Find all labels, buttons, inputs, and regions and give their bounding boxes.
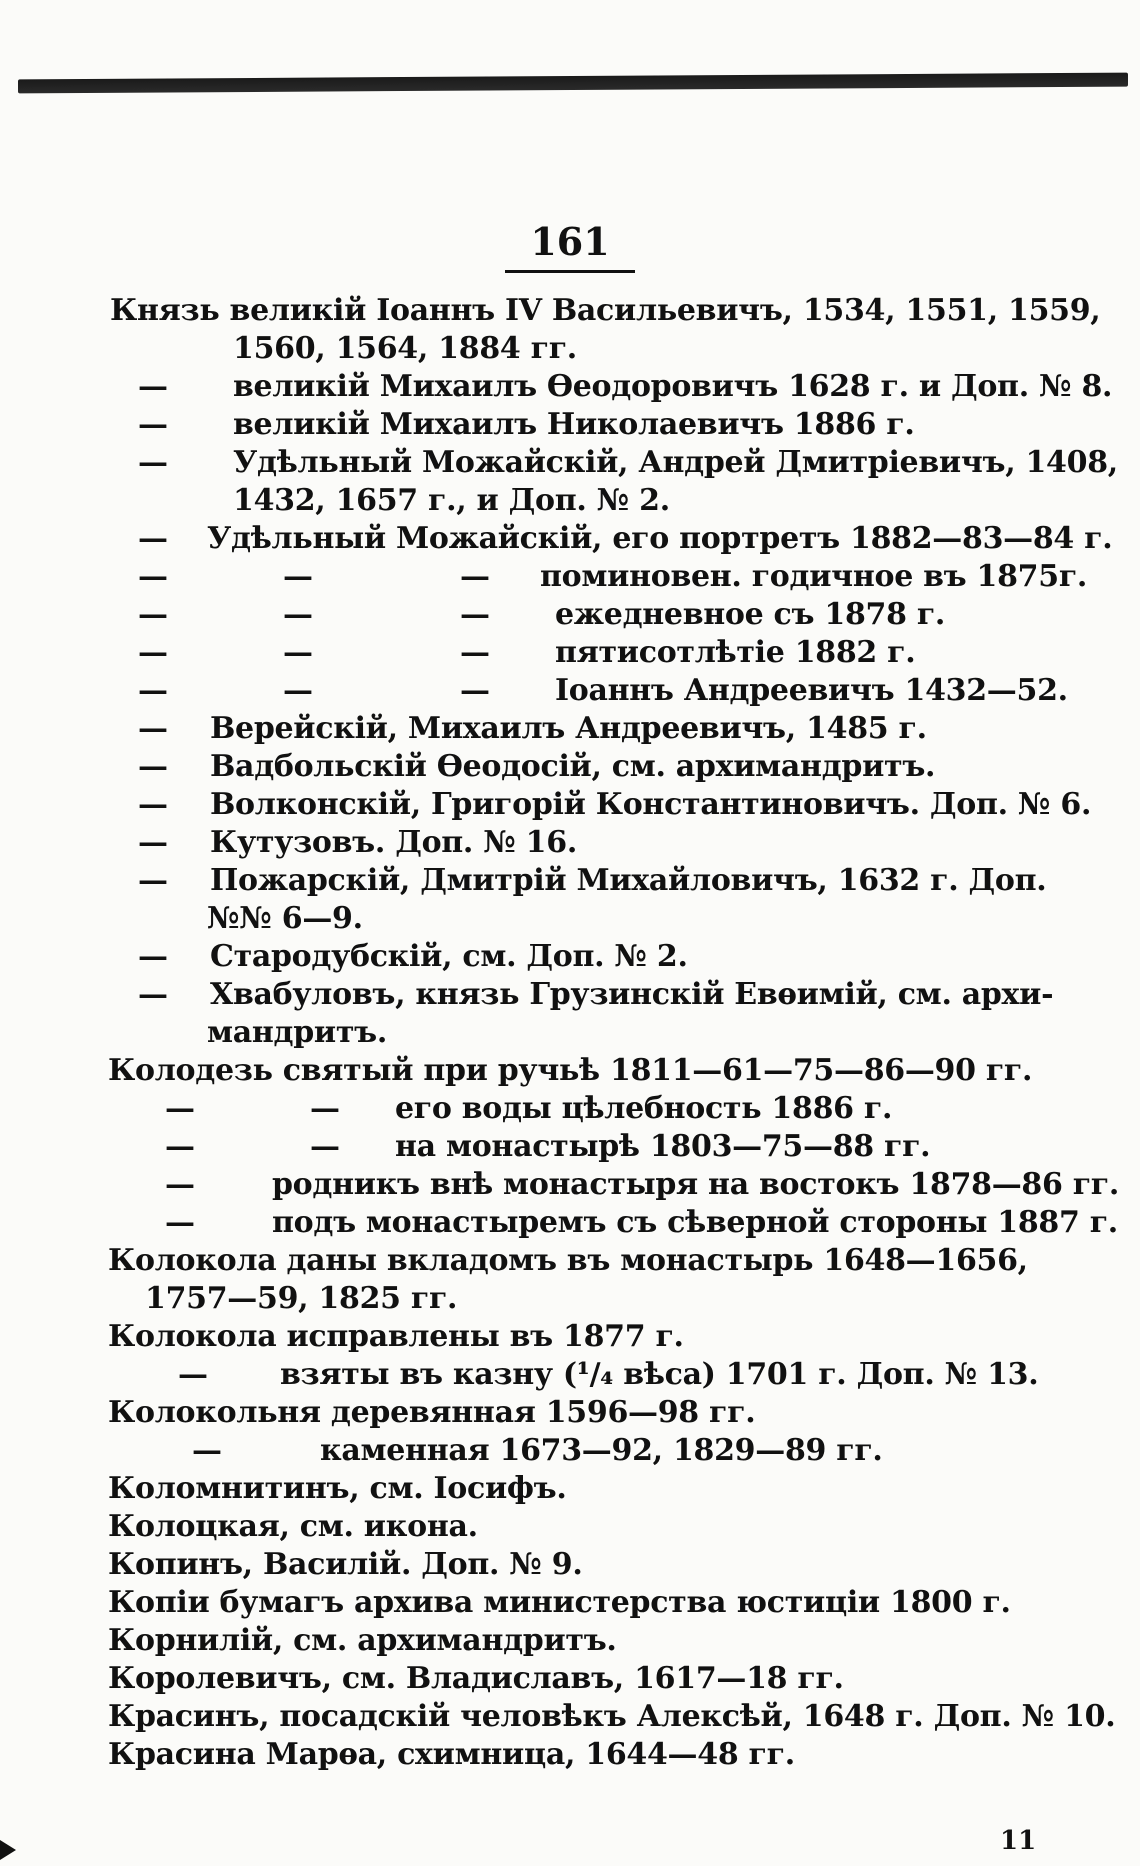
entry-text: каменная 1673—92, 1829—89 гг. <box>320 1433 883 1468</box>
entry-text: ежедневное съ 1878 г. <box>555 597 946 632</box>
entry-text: поминовен. годичное въ 1875г. <box>540 559 1088 594</box>
index-line <box>0 1622 1140 1660</box>
entry-text: подъ монастыремъ съ сѣверной стороны 1887 г. <box>272 1205 1118 1240</box>
ditto-dash: — <box>310 1129 340 1164</box>
entry-text: Хвабуловъ, князь Грузинскій Евѳимій, см. архи- <box>210 977 1054 1012</box>
ditto-dash: — <box>460 597 490 632</box>
index-line <box>0 1508 1140 1546</box>
entry-text: пятисотлѣтіе 1882 г. <box>555 635 916 670</box>
entry-text: Волконскій, Григорій Константиновичъ. Доп. № 6. <box>210 787 1092 822</box>
index-line <box>0 1242 1140 1280</box>
ditto-dash: — <box>138 711 168 746</box>
index-line <box>0 748 1140 786</box>
index-line <box>0 672 1140 710</box>
index-line <box>0 1356 1140 1394</box>
index-line <box>0 1052 1140 1090</box>
index-line <box>0 710 1140 748</box>
entry-text: Колодезь святый при ручьѣ 1811—61—75—86—90 гг. <box>108 1053 1033 1088</box>
index-line <box>0 292 1140 330</box>
entry-text: Красина Марѳа, схимница, 1644—48 гг. <box>108 1737 795 1772</box>
ditto-dash: — <box>283 673 313 708</box>
ditto-dash: — <box>460 559 490 594</box>
index-line <box>0 976 1140 1014</box>
index-line <box>0 824 1140 862</box>
index-line <box>0 1166 1140 1204</box>
entry-text: Корнилій, см. архимандритъ. <box>108 1623 617 1658</box>
index-line <box>0 520 1140 558</box>
index-line <box>0 1204 1140 1242</box>
index-line <box>0 482 1140 520</box>
entry-text: великій Михаилъ Николаевичъ 1886 г. <box>233 407 915 442</box>
index-line <box>0 406 1140 444</box>
entry-text: Вадбольскій Ѳеодосій, см. архимандритъ. <box>210 749 936 784</box>
index-line <box>0 1546 1140 1584</box>
entry-text: Верейскій, Михаилъ Андреевичъ, 1485 г. <box>210 711 927 746</box>
index-line <box>0 1090 1140 1128</box>
entry-text: взяты въ казну (¹/₄ вѣса) 1701 г. Доп. № 13. <box>280 1357 1039 1392</box>
ditto-dash: — <box>138 673 168 708</box>
ditto-dash: — <box>138 977 168 1012</box>
index-line <box>0 1660 1140 1698</box>
ditto-dash: — <box>165 1091 195 1126</box>
ditto-dash: — <box>165 1205 195 1240</box>
entry-text: Князь великій Іоаннъ IV Васильевичъ, 1534, 1551, 1559, <box>110 293 1101 328</box>
entry-text: Стародубскій, см. Доп. № 2. <box>210 939 688 974</box>
ditto-dash: — <box>283 559 313 594</box>
index-line <box>0 1014 1140 1052</box>
ditto-dash: — <box>138 369 168 404</box>
index-line <box>0 900 1140 938</box>
entry-text: Красинъ, посадскій человѣкъ Алексѣй, 1648 г. Доп. № 10. <box>108 1699 1116 1734</box>
index-line <box>0 596 1140 634</box>
index-line <box>0 1280 1140 1318</box>
ditto-dash: — <box>138 597 168 632</box>
ditto-dash: — <box>192 1433 222 1468</box>
ditto-dash: — <box>138 445 168 480</box>
ditto-dash: — <box>283 597 313 632</box>
ditto-dash: — <box>138 787 168 822</box>
entry-text: Кутузовъ. Доп. № 16. <box>210 825 577 860</box>
entry-text: №№ 6—9. <box>207 901 363 936</box>
index-line <box>0 444 1140 482</box>
entry-text: Іоаннъ Андреевичъ 1432—52. <box>555 673 1068 708</box>
index-line <box>0 786 1140 824</box>
entry-text: Копинъ, Василій. Доп. № 9. <box>108 1547 583 1582</box>
entry-text: Удѣльный Можайскій, Андрей Дмитріевичъ, 1408, <box>233 445 1118 480</box>
index-line <box>0 1470 1140 1508</box>
ditto-dash: — <box>178 1357 208 1392</box>
index-line <box>0 330 1140 368</box>
ditto-dash: — <box>283 635 313 670</box>
signature-mark: 11 <box>1000 1826 1037 1856</box>
index-line <box>0 1318 1140 1356</box>
index-line <box>0 1584 1140 1622</box>
ditto-dash: — <box>165 1167 195 1202</box>
index-line <box>0 558 1140 596</box>
corner-arrow-mark <box>0 1840 16 1860</box>
entry-text: Колокольня деревянная 1596—98 гг. <box>108 1395 756 1430</box>
entry-text: 1560, 1564, 1884 гг. <box>233 331 577 366</box>
ditto-dash: — <box>310 1091 340 1126</box>
ditto-dash: — <box>138 521 168 556</box>
index-line <box>0 1394 1140 1432</box>
index-line <box>0 862 1140 900</box>
ditto-dash: — <box>138 825 168 860</box>
entry-text: родникъ внѣ монастыря на востокъ 1878—86 гг. <box>272 1167 1120 1202</box>
entry-text: Копіи бумагъ архива министерства юстиціи 1800 г. <box>108 1585 1011 1620</box>
entry-text: Королевичъ, см. Владиславъ, 1617—18 гг. <box>108 1661 844 1696</box>
index-line <box>0 1128 1140 1166</box>
entry-text: Колокола исправлены въ 1877 г. <box>108 1319 684 1354</box>
entry-text: Колокола даны вкладомъ въ монастырь 1648—1656, <box>108 1243 1028 1278</box>
ditto-dash: — <box>138 559 168 594</box>
entry-text: Удѣльный Можайскій, его портретъ 1882—83—84 г. <box>207 521 1113 556</box>
index-line <box>0 1432 1140 1470</box>
ditto-dash: — <box>138 863 168 898</box>
page-number: 161 <box>530 219 610 264</box>
index-line <box>0 1736 1140 1774</box>
entry-text: его воды цѣлебность 1886 г. <box>395 1091 893 1126</box>
entry-text: Колоцкая, см. икона. <box>108 1509 478 1544</box>
ditto-dash: — <box>460 673 490 708</box>
entry-text: Коломнитинъ, см. Іосифъ. <box>108 1471 567 1506</box>
entry-text: 1757—59, 1825 гг. <box>145 1281 458 1316</box>
ditto-dash: — <box>460 635 490 670</box>
entry-text: на монастырѣ 1803—75—88 гг. <box>395 1129 931 1164</box>
top-border-rule <box>18 73 1128 94</box>
index-line <box>0 634 1140 672</box>
index-line <box>0 1698 1140 1736</box>
ditto-dash: — <box>138 635 168 670</box>
ditto-dash: — <box>138 749 168 784</box>
entry-text: 1432, 1657 г., и Доп. № 2. <box>233 483 670 518</box>
index-line <box>0 938 1140 976</box>
page-number-underline <box>505 270 635 273</box>
entry-text: Пожарскій, Дмитрій Михайловичъ, 1632 г. Доп. <box>210 863 1047 898</box>
entry-text: мандритъ. <box>207 1015 388 1050</box>
ditto-dash: — <box>138 939 168 974</box>
index-entries <box>0 292 1140 1774</box>
entry-text: великій Михаилъ Ѳеодоровичъ 1628 г. и Доп. № 8. <box>233 369 1113 404</box>
ditto-dash: — <box>138 407 168 442</box>
ditto-dash: — <box>165 1129 195 1164</box>
index-line <box>0 368 1140 406</box>
